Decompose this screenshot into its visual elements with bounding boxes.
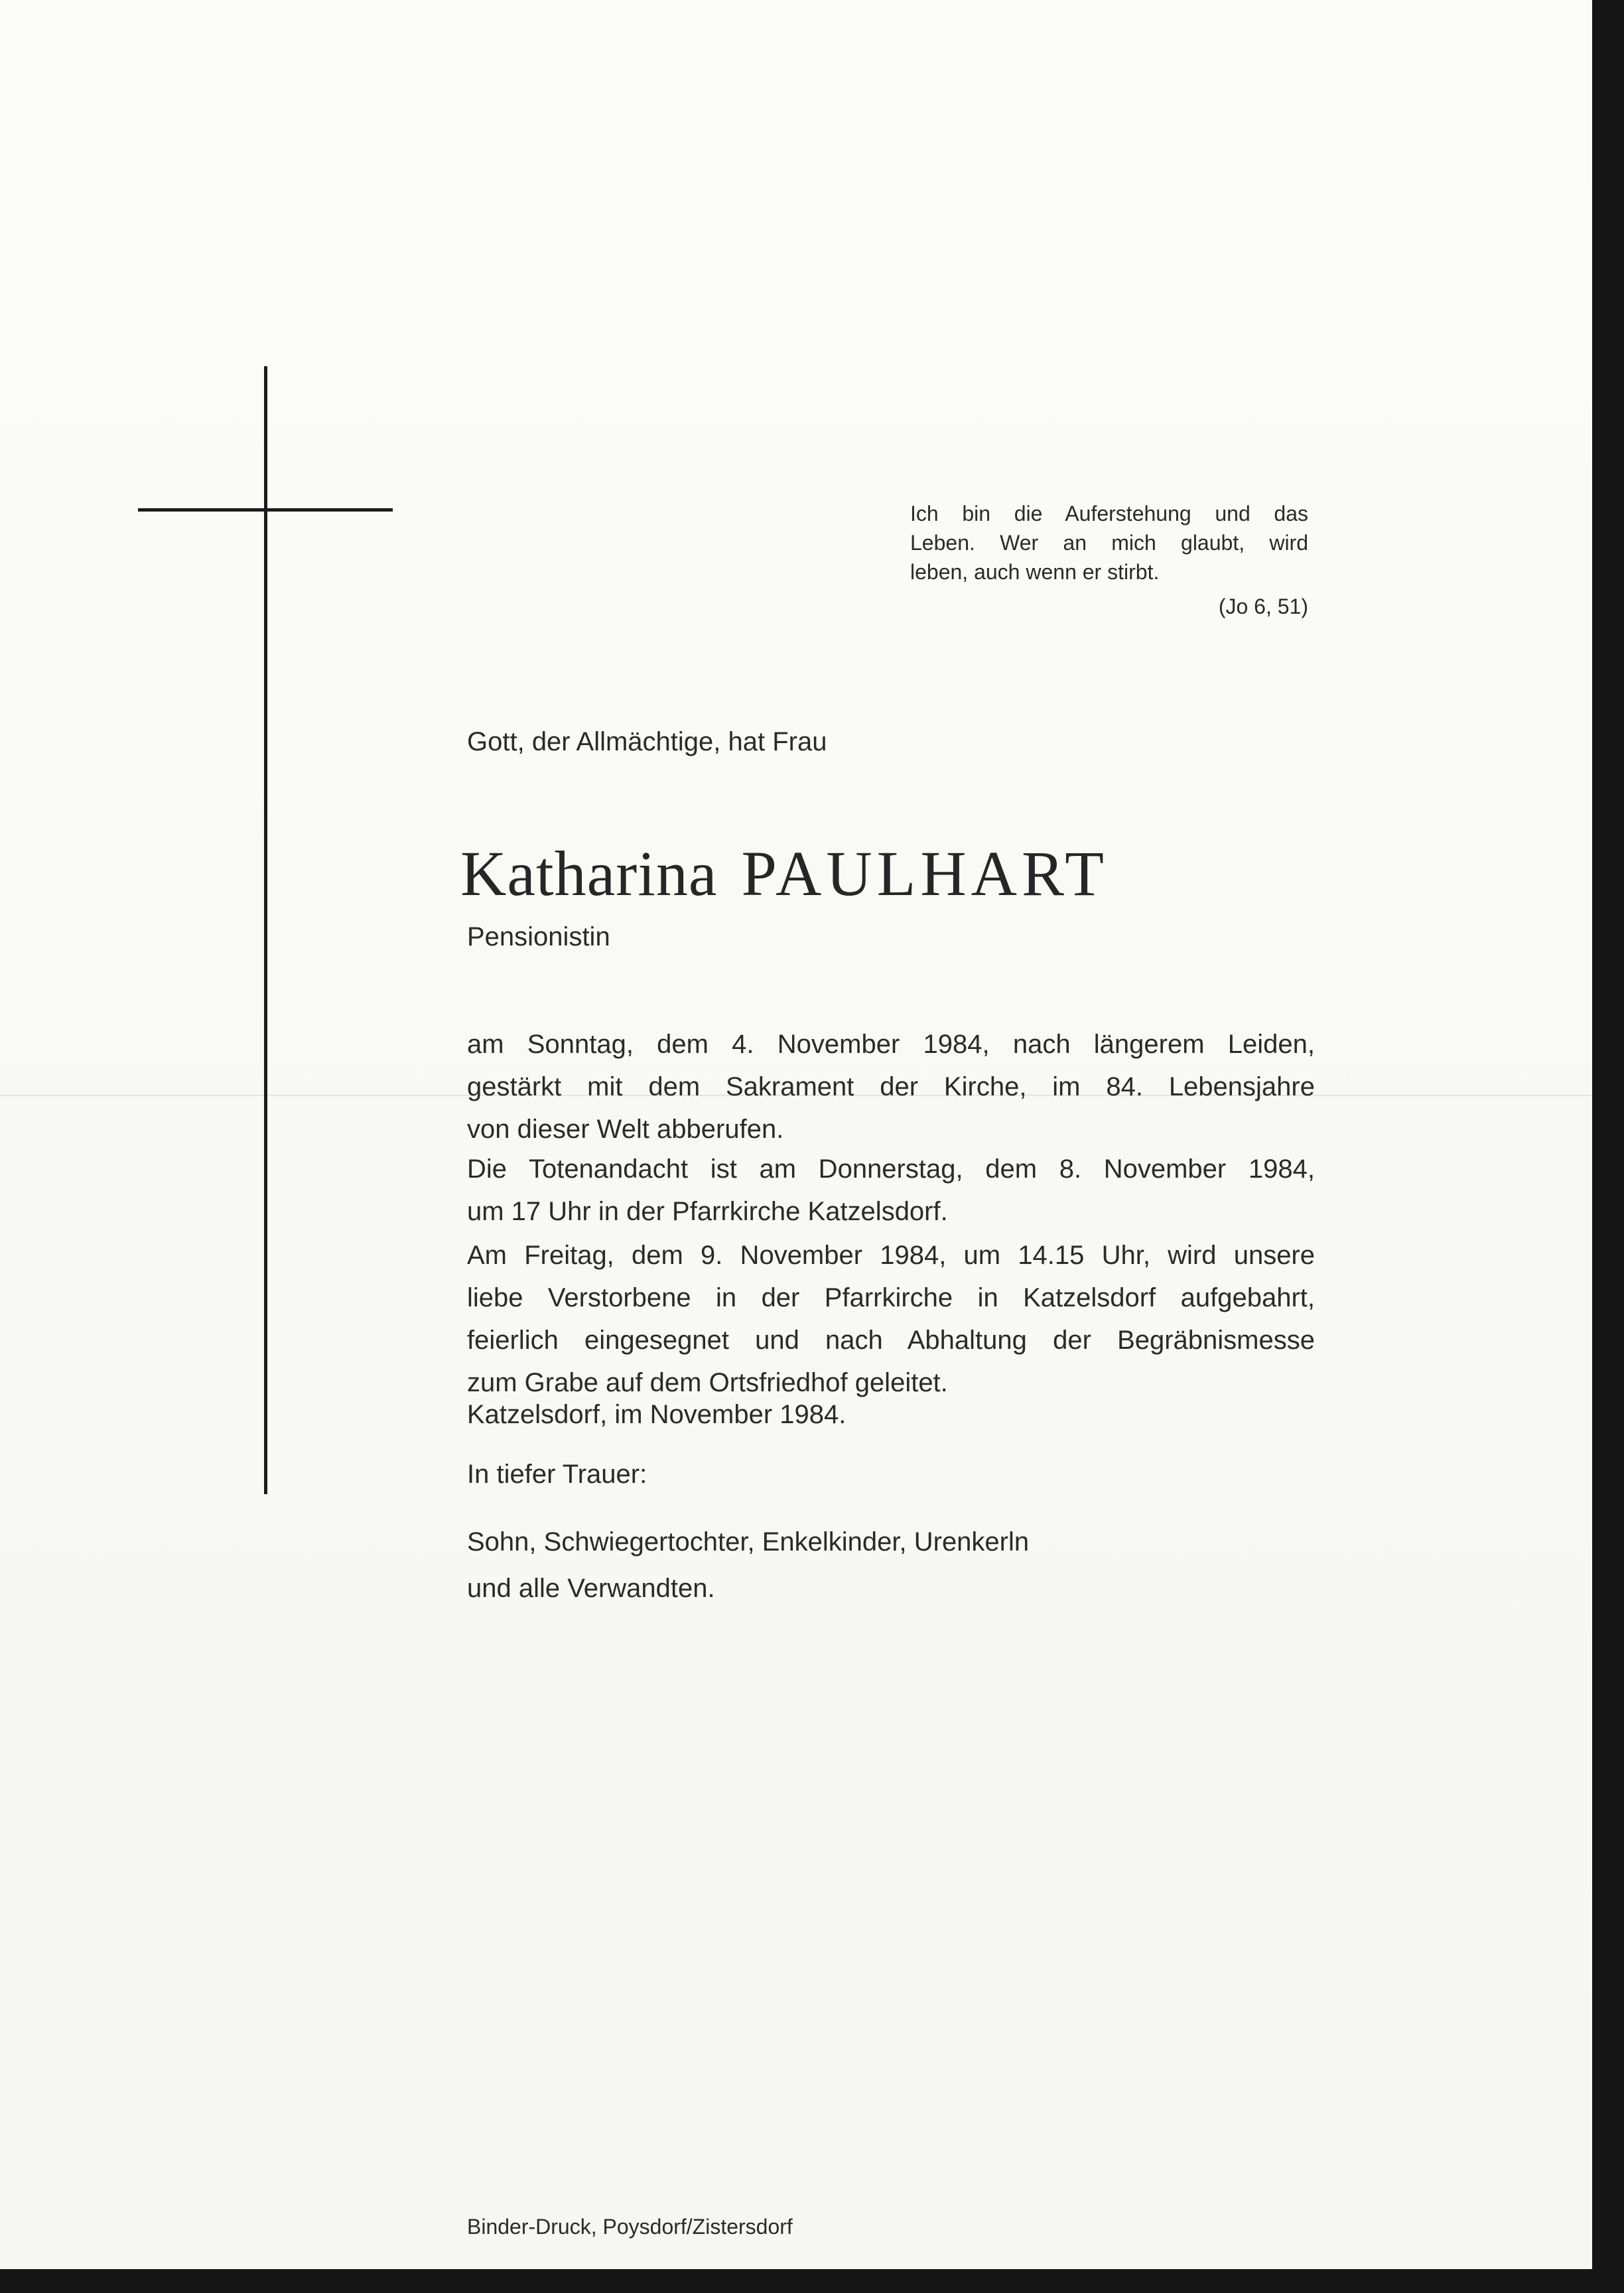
cross-icon-horizontal-bar [138,508,393,512]
last-name: PAULHART [741,838,1109,909]
bible-verse [910,499,1308,587]
cross-icon-vertical-bar [264,366,267,1494]
occupation: Pensionistin [467,922,610,951]
printer-imprint: Binder-Druck, Poysdorf/Zistersdorf [467,2215,793,2239]
text-line: Am Freitag, dem 9. November 1984, um 14.15 Uhr, wird unsere [467,1241,1315,1270]
text-line: feierlich eingesegnet und nach Abhaltung der Begräbnismesse [467,1326,1315,1355]
text-line: von dieser Welt abberufen. [467,1115,784,1144]
verse-line: Leben. Wer an mich glaubt, wird [910,531,1308,555]
paragraph-funeral [467,1234,1315,1404]
place-date: Katzelsdorf, im November 1984. [467,1400,846,1429]
paragraph-death-notice [467,1023,1315,1150]
text-line: zum Grabe auf dem Ortsfriedhof geleitet. [467,1368,948,1397]
text-line: gestärkt mit dem Sakrament der Kirche, im 84. Lebensjahre [467,1072,1315,1101]
mourning-heading: In tiefer Trauer: [467,1460,647,1489]
paragraph-wake [467,1148,1315,1233]
family-line: und alle Verwandten. [467,1574,715,1603]
intro-line: Gott, der Allmächtige, hat Frau [467,727,827,756]
verse-line: Ich bin die Auferstehung und das [910,502,1308,525]
mourning-border-right [1592,0,1624,2293]
first-name: Katharina [460,838,718,909]
text-line: Die Totenandacht ist am Donnerstag, dem 8. November 1984, [467,1154,1315,1184]
text-line: am Sonntag, dem 4. November 1984, nach längerem Leiden, [467,1030,1315,1059]
text-line: um 17 Uhr in der Pfarrkirche Katzelsdorf. [467,1197,948,1226]
verse-reference: (Jo 6, 51) [1218,594,1308,618]
mourning-border-bottom [0,2269,1624,2293]
text-line: liebe Verstorbene in der Pfarrkirche in Katzelsdorf aufgebahrt, [467,1283,1315,1312]
verse-line: leben, auch wenn er stirbt. [910,560,1160,584]
family-line: Sohn, Schwiegertochter, Enkelkinder, Urenkerln [467,1527,1030,1557]
deceased-name [460,837,1109,910]
